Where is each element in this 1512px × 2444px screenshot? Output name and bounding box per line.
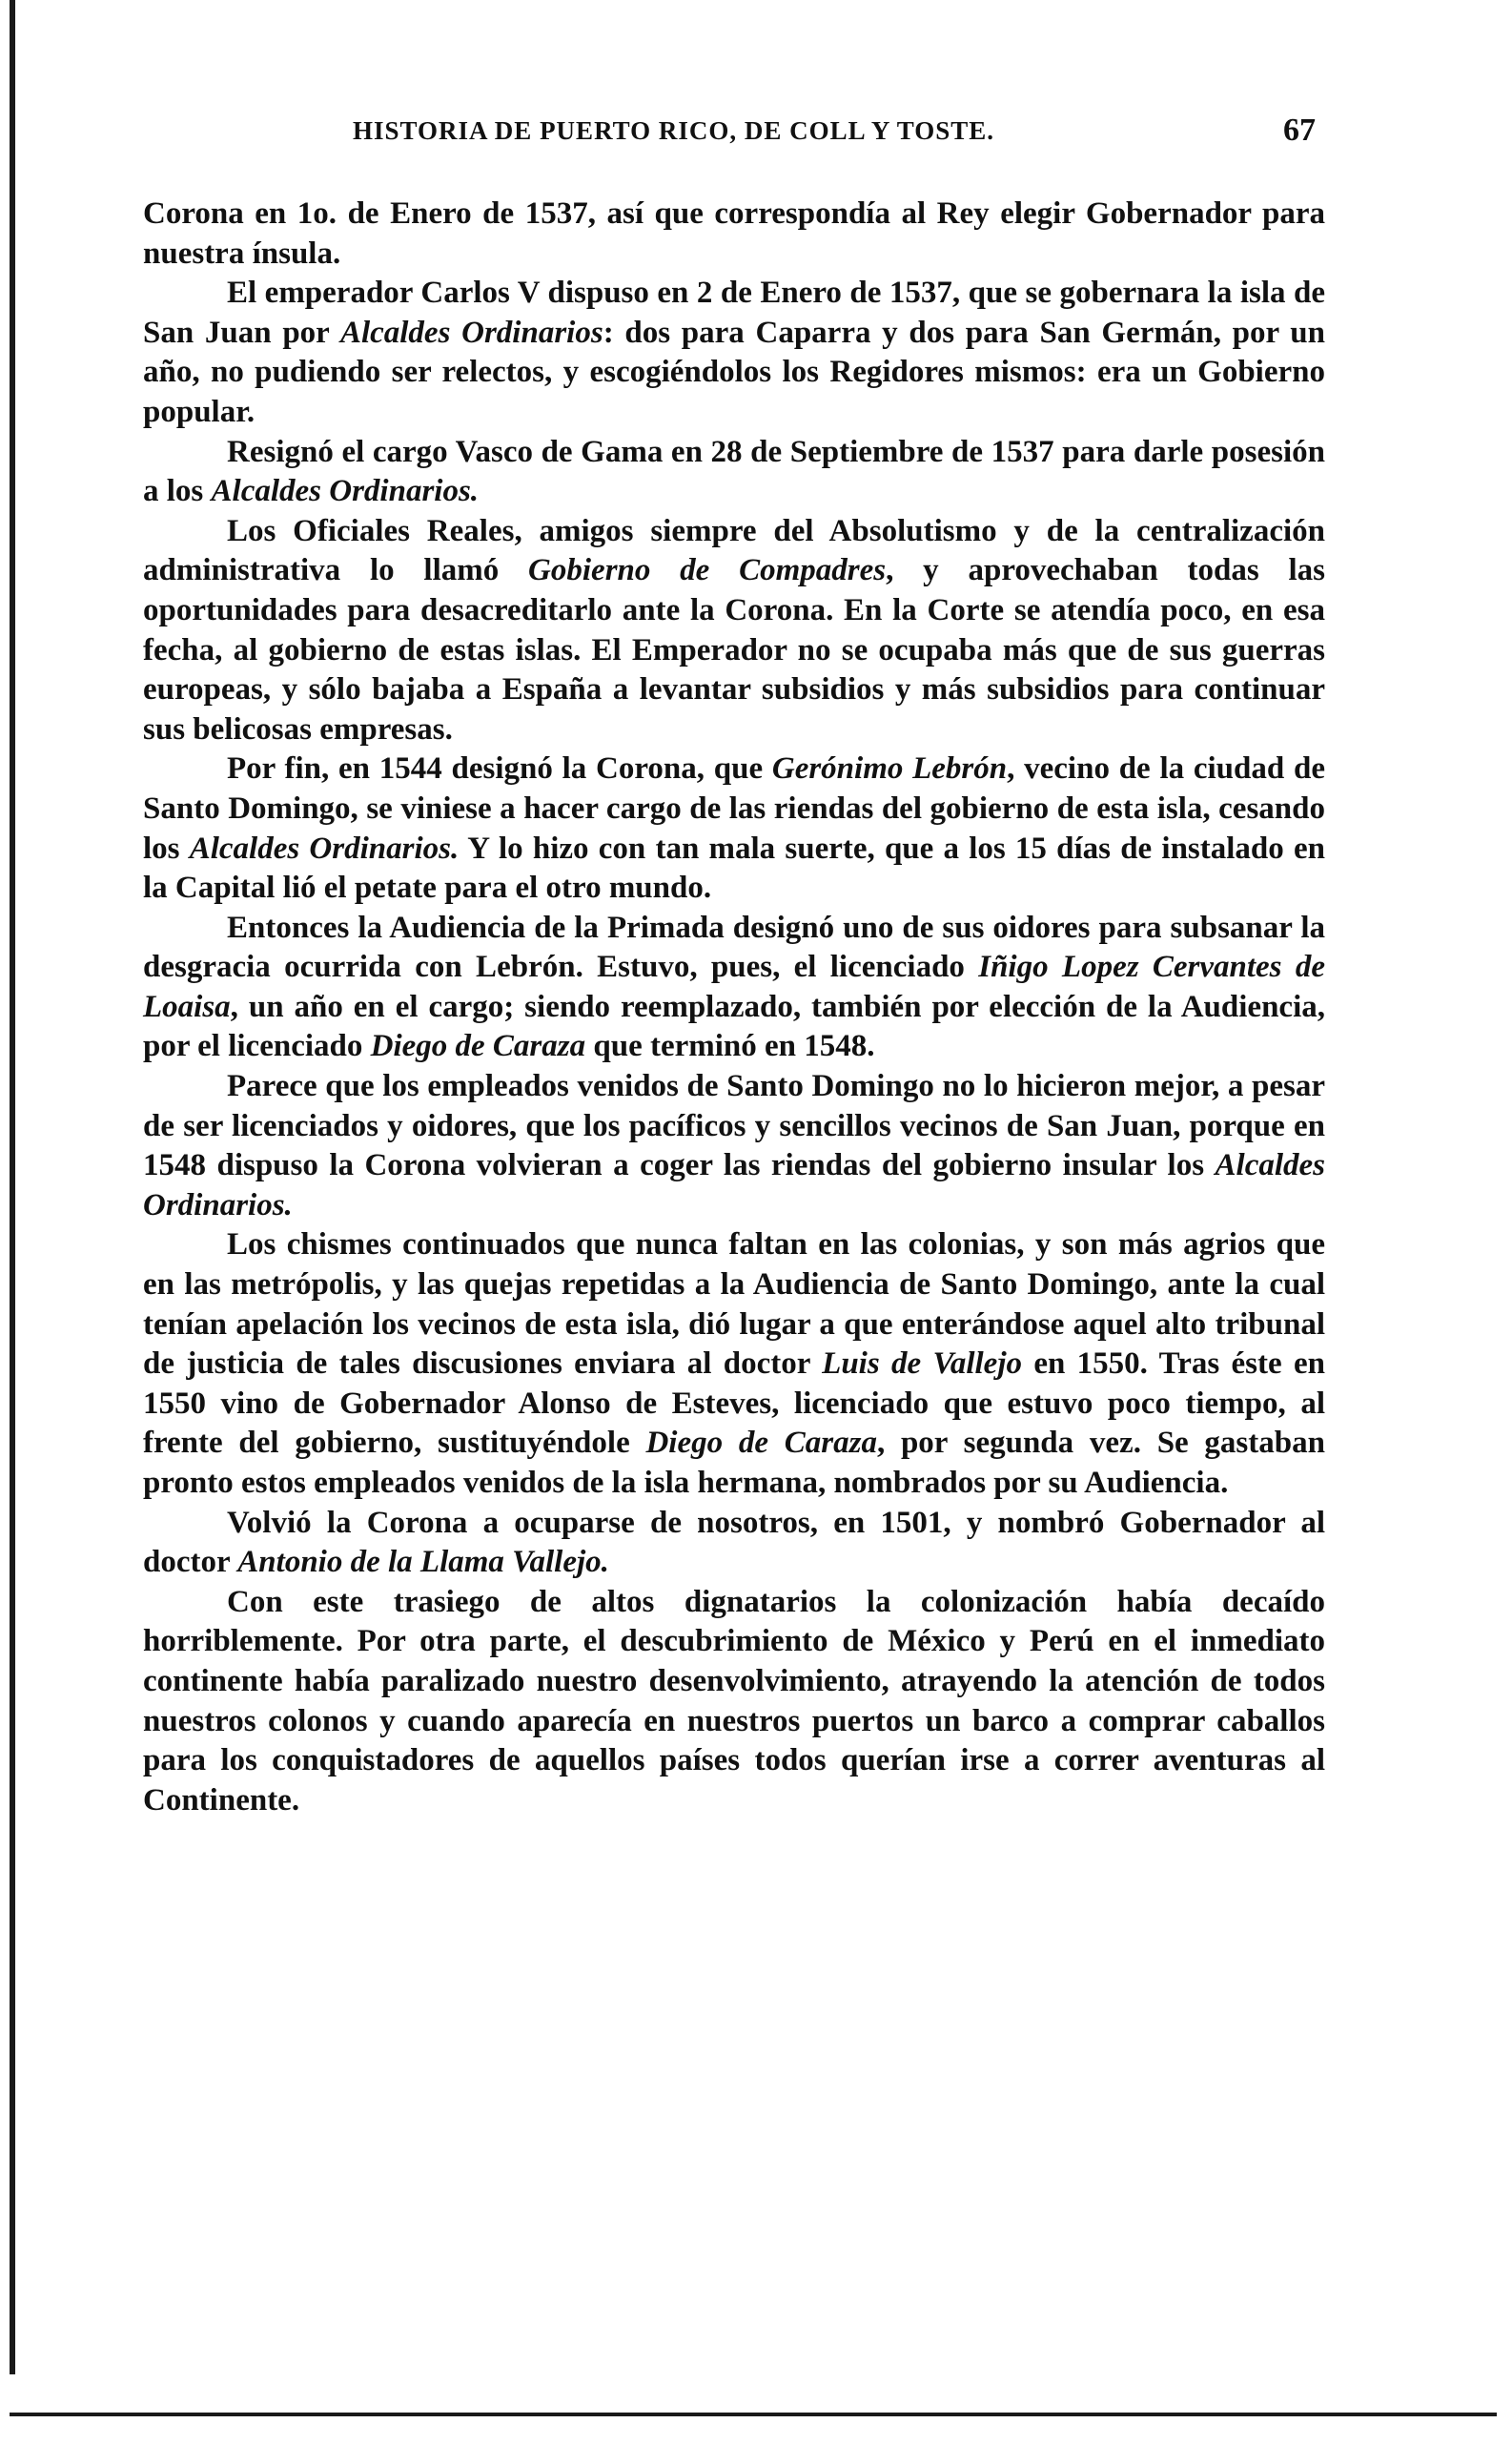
page-header <box>353 113 1316 160</box>
page-number: 67 <box>1283 113 1316 148</box>
italic-text: Alcaldes Ordinarios. <box>189 831 460 866</box>
text-run: Por fin, en 1544 designó la Corona, que <box>227 751 772 787</box>
italic-text: Luis de Vallejo <box>822 1346 1023 1382</box>
italic-text: Gobierno de Compadres <box>528 553 887 588</box>
paragraph <box>143 1225 1325 1503</box>
paragraph <box>143 750 1325 908</box>
text-run: Volvió la Corona a ocuparse de nosotros, en 1501, y nombró Gobernador al doctor <box>143 1505 1325 1580</box>
page-edge-bottom <box>10 2413 1497 2416</box>
text-run: Los Oficiales Reales, amigos siempre del Absolutismo y de la centralización administrativa lo llamó <box>143 513 1325 588</box>
paragraph <box>143 1067 1325 1225</box>
italic-text: Diego de Caraza <box>645 1426 877 1461</box>
italic-text: Antonio de la Llama Vallejo. <box>237 1545 609 1580</box>
paragraph <box>143 433 1325 512</box>
text-run: , por segunda vez. Se gastaban pronto estos empleados venidos de la isla hermana, nombrados por su Audiencia. <box>143 1426 1325 1500</box>
paragraph <box>143 1583 1325 1821</box>
italic-text: Alcaldes Ordinarios <box>339 315 603 350</box>
text-run: , y aprovechaban todas las oportunidades para desacreditarlo ante la Corona. En la Corte se atendía poco, en esa fecha, al gobierno de estas islas. El Emperador no se ocupaba más que de sus guerras europeas, y sólo bajaba a España a levantar subsidios y más subsidios para continuar sus belicosas empresas. <box>143 553 1326 747</box>
italic-text: Alcaldes Ordinarios. <box>143 1148 1325 1222</box>
text-run: en 1550. Tras éste en 1550 vino de Gobernador Alonso de Esteves, licenciado que estuvo poco tiempo, al frente del gobierno, sustituyéndole <box>143 1346 1325 1461</box>
paragraph <box>143 909 1325 1067</box>
text-run: que terminó en 1548. <box>585 1029 875 1064</box>
text-run: , vecino de la ciudad de Santo Domingo, se viniese a hacer cargo de las riendas del gobierno de esta isla, cesando los <box>143 751 1325 866</box>
italic-text: Alcaldes Ordinarios. <box>211 474 480 509</box>
italic-text: Diego de Caraza <box>370 1029 586 1064</box>
paragraph <box>143 1504 1325 1583</box>
text-run: Y lo hizo con tan mala suerte, que a los 15 días de instalado en la Capital lió el petate para el otro mundo. <box>143 831 1325 906</box>
text-run: Con este trasiego de altos dignatarios la colonización había decaído horriblemente. Por otra parte, el descubrimiento de México y Perú en el inmediato continente había paralizado nuestro desenvolvimiento, atrayendo la atención de todos nuestros colonos y cuando aparecía en nuestros puertos un barco a comprar caballos para los conquistadores de aquellos países todos querían irse a correr aventuras al Continente. <box>143 1584 1325 1818</box>
text-run: Resignó el cargo Vasco de Gama en 28 de Septiembre de 1537 para darle posesión a los <box>143 434 1325 509</box>
italic-text: Iñigo Lopez Cervantes de Loaisa <box>143 950 1325 1024</box>
page-edge-left <box>10 0 15 2374</box>
paragraph <box>143 512 1325 750</box>
text-run: Entonces la Audiencia de la Primada designó uno de sus oidores para subsanar la desgracia ocurrida con Lebrón. Estuvo, pues, el licenciado <box>143 910 1325 985</box>
text-run: Corona en 1o. de Enero de 1537, así que correspondía al Rey elegir Gobernador para nuestra ínsula. <box>143 196 1325 271</box>
text-run: El emperador Carlos V dispuso en 2 de Enero de 1537, que se gobernara la isla de San Juan por <box>143 276 1325 350</box>
italic-text: Gerónimo Lebrón <box>771 751 1008 787</box>
running-head: HISTORIA DE PUERTO RICO, DE COLL Y TOSTE. <box>353 116 994 145</box>
paragraph <box>143 274 1325 432</box>
text-run: Los chismes continuados que nunca faltan en las colonias, y son más agrios que en las metrópolis, y las quejas repetidas a la Audiencia de Santo Domingo, ante la cual tenían apelación los vecinos de esta isla, dió lugar a que enterándose aquel alto tribunal de justicia de tales discusiones enviara al doctor <box>143 1227 1325 1382</box>
paragraph <box>143 195 1325 274</box>
text-run: , un año en el cargo; siendo reemplazado, también por elección de la Audiencia, por el licenciado <box>143 989 1325 1064</box>
text-run: : dos para Caparra y dos para San Germán, por un año, no pudiendo ser relectos, y escogiéndolos los Regidores mismos: era un Gobierno popular. <box>143 315 1325 429</box>
text-run: Parece que los empleados venidos de Santo Domingo no lo hicieron mejor, a pesar de ser licenciados y oidores, que los pacíficos y sencillos vecinos de San Juan, porque en 1548 dispuso la Corona volvieran a coger las riendas del gobierno insular los <box>143 1069 1325 1183</box>
body-text <box>143 195 1325 1820</box>
